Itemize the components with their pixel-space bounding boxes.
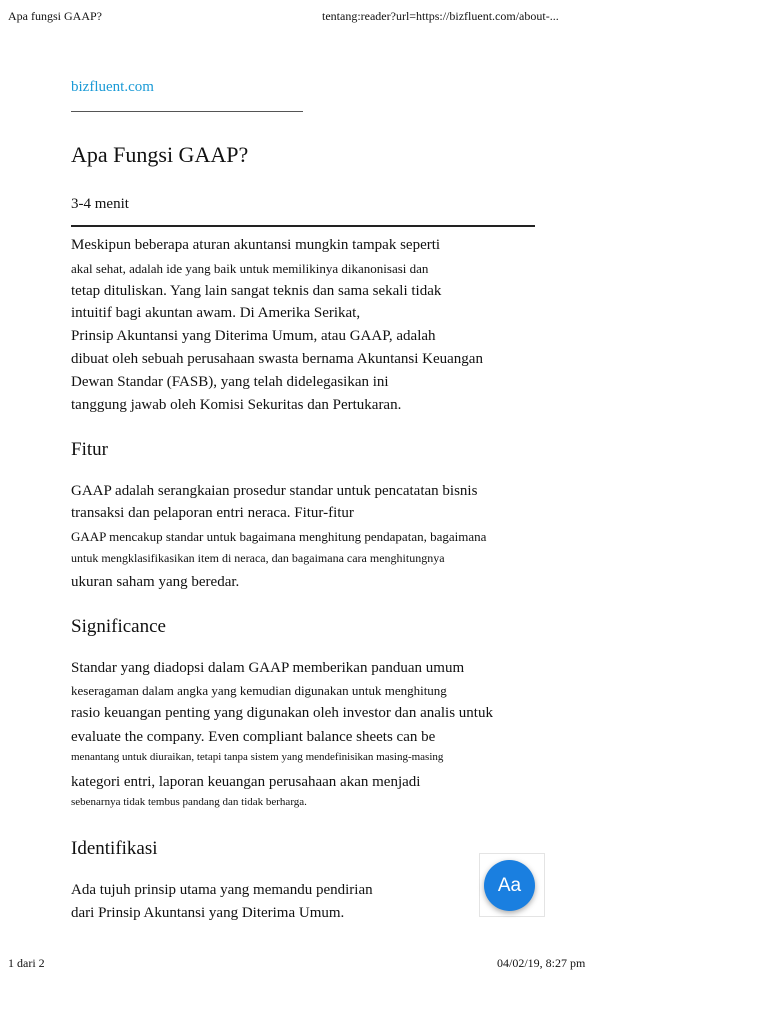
- font-settings-button[interactable]: Aa: [484, 860, 535, 911]
- fitur-line: GAAP mencakup standar untuk bagaimana menghitung pendapatan, bagaimana: [71, 529, 487, 544]
- section-heading-identifikasi: Identifikasi: [71, 838, 158, 859]
- fitur-line: untuk mengklasifikasikan item di neraca, dan bagaimana cara menghitungnya: [71, 551, 445, 565]
- print-header-title: Apa fungsi GAAP?: [8, 9, 102, 23]
- intro-line: Prinsip Akuntansi yang Diterima Umum, atau GAAP, adalah: [71, 328, 436, 344]
- print-header-url: tentang:reader?url=https://bizfluent.com/about-...: [322, 9, 559, 23]
- fitur-line: GAAP adalah serangkaian prosedur standar untuk pencatatan bisnis: [71, 483, 478, 499]
- article-title: Apa Fungsi GAAP?: [71, 142, 249, 167]
- intro-line: tetap dituliskan. Yang lain sangat teknis dan sama sekali tidak: [71, 283, 442, 299]
- section-heading-significance: Significance: [71, 616, 166, 637]
- significance-line: menantang untuk diuraikan, tetapi tanpa sistem yang mendefinisikan masing-masing: [71, 751, 444, 763]
- intro-line: Meskipun beberapa aturan akuntansi mungkin tampak seperti: [71, 237, 441, 253]
- print-footer-datetime: 04/02/19, 8:27 pm: [497, 956, 586, 970]
- identifikasi-line: dari Prinsip Akuntansi yang Diterima Umum.: [71, 905, 345, 921]
- identifikasi-line: Ada tujuh prinsip utama yang memandu pendirian: [71, 882, 373, 898]
- significance-line: rasio keuangan penting yang digunakan oleh investor dan analis untuk: [71, 705, 493, 721]
- intro-line: dibuat oleh sebuah perusahaan swasta bernama Akuntansi Keuangan: [71, 351, 483, 367]
- site-link[interactable]: bizfluent.com: [71, 79, 154, 95]
- intro-line: Dewan Standar (FASB), yang telah didelegasikan ini: [71, 374, 389, 390]
- intro-line: tanggung jawab oleh Komisi Sekuritas dan Pertukaran.: [71, 397, 402, 413]
- intro-line: intuitif bagi akuntan awam. Di Amerika Serikat,: [71, 305, 361, 321]
- significance-line: sebenarnya tidak tembus pandang dan tidak berharga.: [71, 796, 307, 808]
- significance-line: evaluate the company. Even compliant balance sheets can be: [71, 729, 436, 745]
- print-footer-page: 1 dari 2: [8, 956, 45, 970]
- intro-line: akal sehat, adalah ide yang baik untuk memilikinya dikanonisasi dan: [71, 261, 429, 276]
- fitur-line: transaksi dan pelaporan entri neraca. Fitur-fitur: [71, 505, 354, 521]
- title-divider: [71, 225, 535, 227]
- reading-time: 3-4 menit: [71, 196, 129, 212]
- significance-line: kategori entri, laporan keuangan perusahaan akan menjadi: [71, 774, 421, 790]
- significance-line: keseragaman dalam angka yang kemudian digunakan untuk menghitung: [71, 683, 447, 698]
- section-heading-fitur: Fitur: [71, 439, 108, 460]
- site-divider: [71, 111, 303, 112]
- significance-line: Standar yang diadopsi dalam GAAP memberikan panduan umum: [71, 660, 465, 676]
- fitur-line: ukuran saham yang beredar.: [71, 574, 240, 590]
